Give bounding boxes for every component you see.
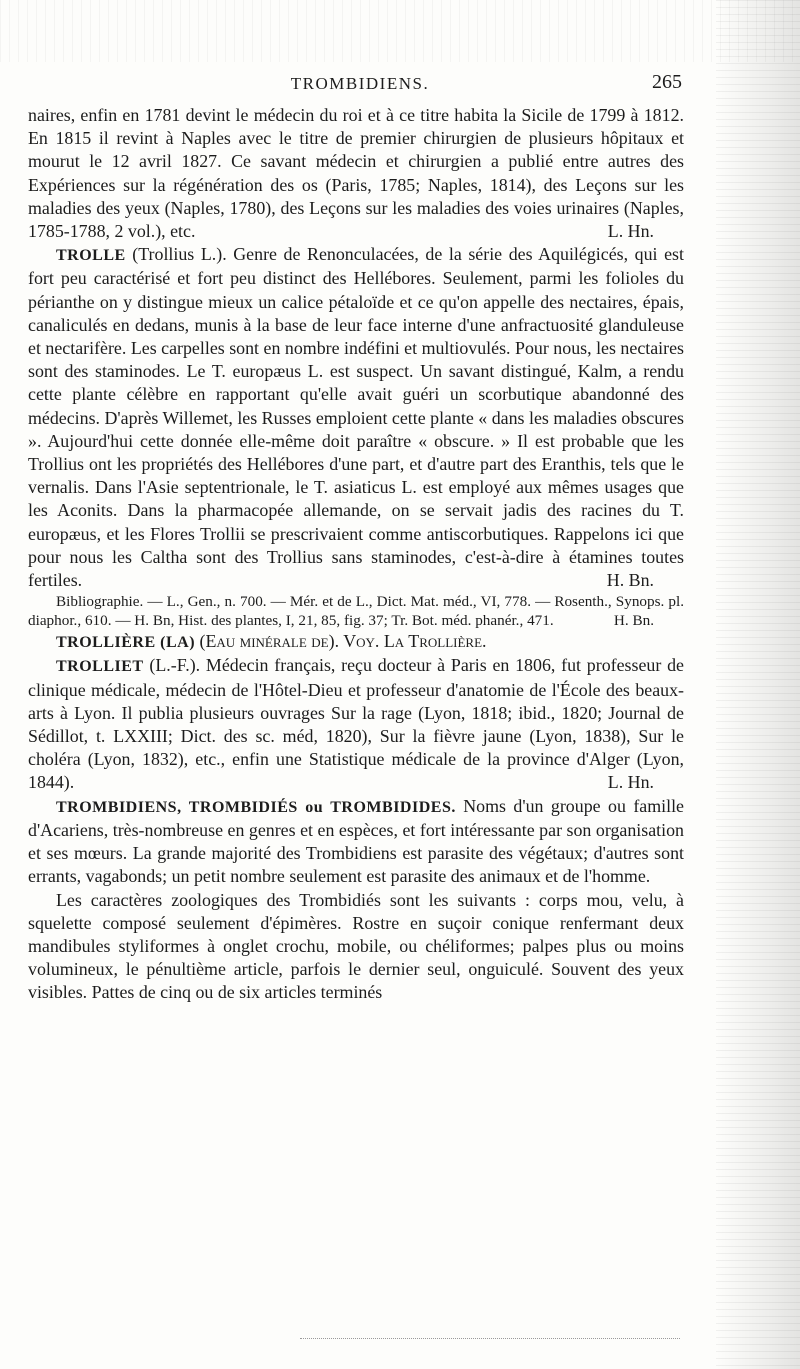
entry-text: (Trollius L.). Genre de Renonculacées, de la série des Aquilégicés, qui est fort peu caractérisé et fort peu distinct des Hellébores. Seulement, parmi les folioles du périanthe on y distingue mieux un calice pétaloïde et ce qu'on appelle des nectaires, épais, canaliculés en dedans, munis à la base de leur face interne d'une anfractuosité glanduleuse et nectarifère. Les carpelles sont en nombre indéfini et multiovulés. Pour nous, les nectaires sont des staminodes. Le T. europæus L. est suspect. Un savant distingué, Kalm, a rendu cette plante célèbre en rapportant qu'elle avait guéri un scorbutique abandonné des médecins. D'après Willemet, les Russes emploient cette plante « dans les maladies obscures ». Aujourd'hui cette donnée elle-même doit paraître « obscure. » Il est probable que les Trollius ont les propriétés des Hellébores d'une part, et d'autre part des Eranthis, tels que le vernalis. Dans l'Asie septentrionale, le T. asiaticus L. est employé aux mêmes usages que les Aconits. Dans la pharmacopée allemande, on se servait jadis des racines du T. europæus, et les Flores Trollii se prescrivaient comme antiscorbutiques. Rappelons ici que pour nous les Caltha sont des Trollius sans staminodes, c'est-à-dire à étamines toutes fertiles. <box>28 244 684 591</box>
entry-trombidiens-paragraph-2 <box>28 889 684 1005</box>
running-head <box>28 71 692 100</box>
entry-trolliet <box>28 654 684 794</box>
scan-noise-top <box>0 0 800 62</box>
entry-trombidiens <box>28 795 684 889</box>
page-body <box>28 104 684 1005</box>
entry-signature: L. Hn. <box>607 221 654 242</box>
entry-signature: L. Hn. <box>607 772 654 793</box>
bibliography <box>28 592 684 630</box>
footer-dotted-rule <box>300 1338 680 1339</box>
entry-text: Les caractères zoologiques des Trombidiés sont les suivants : corps mou, velu, à squelette composé seulement d'épimères. Rostre en suçoir conique renfermant deux mandibules styliformes à onglet crochu, mobile, ou chéliformes; palpes plus ou moins volumineux, le pénultième article, parfois le dernier seul, onguiculé. Souvent des yeux visibles. Pattes de cinq ou de six articles terminés <box>28 889 684 1003</box>
entry-text: Noms d'un groupe ou famille d'Acariens, très-nombreuse en genres et en espèces, et fort intéressante par son organisation et ses mœurs. La grande majorité des Trombidiens est parasite des végétaux; d'autres sont errants, vagabonds; un petit nombre seulement est parasite des animaux et de l'homme. <box>28 795 684 887</box>
entry-trolle <box>28 243 684 592</box>
headword: TROLLE <box>56 247 126 265</box>
headword: TROMBIDIENS, TROMBIDIÉS ou TROMBIDIDES. <box>56 798 456 816</box>
headword: TROLLIET <box>56 658 144 676</box>
entry-signature: H. Bn. <box>606 570 654 591</box>
entry-scarpa-continuation <box>28 104 684 243</box>
entry-text: (Eau minérale de). Voy. La Trollière. <box>199 631 487 652</box>
page-number: 265 <box>652 71 682 93</box>
scan-noise-right-edge <box>716 0 800 1369</box>
entry-text: naires, enfin en 1781 devint le médecin du roi et à ce titre habita la Sicile de 1799 à 1812. En 1815 il revint à Naples avec le titre de premier chirurgien de plusieurs hôpitaux et mourut le 12 avril 1827. Ce savant médecin et chirurgien a publié entre autres des Expériences sur la régénération des os (Paris, 1785; Naples, 1814), des Leçons sur les maladies des yeux (Naples, 1780), des Leçons sur les maladies des voies urinaires (Naples, 1785-1788, 2 vol.), etc. <box>28 105 684 242</box>
entry-text: (L.-F.). Médecin français, reçu docteur à Paris en 1806, fut professeur de clinique médicale, médecin de l'Hôtel-Dieu et professeur d'anatomie de l'École des beaux-arts à Lyon. Il publia plusieurs ouvrages Sur la rage (Lyon, 1818; ibid., 1820; Journal de Sédillot, t. LXXIII; Dict. des sc. méd, 1820), Sur la fièvre jaune (Lyon, 1838), Sur le choléra (Lyon, 1832), etc., enfin une Statistique médicale de la province d'Alger (Lyon, 1844). <box>28 655 684 793</box>
bibliography-signature: H. Bn. <box>613 612 654 630</box>
running-title: TROMBIDIENS. <box>290 74 430 93</box>
bibliography-text: Bibliographie. — L., Gen., n. 700. — Mér. et de L., Dict. Mat. méd., VI, 778. — Rosenth., Synops. pl. diaphor., 610. — H. Bn, Hist. des plantes, I, 21, 85, fig. 37; Tr. Bot. méd. phanér., 471. <box>28 593 684 630</box>
headword: TROLLIÈRE (LA) <box>56 634 196 652</box>
entry-trolliere <box>28 630 684 654</box>
